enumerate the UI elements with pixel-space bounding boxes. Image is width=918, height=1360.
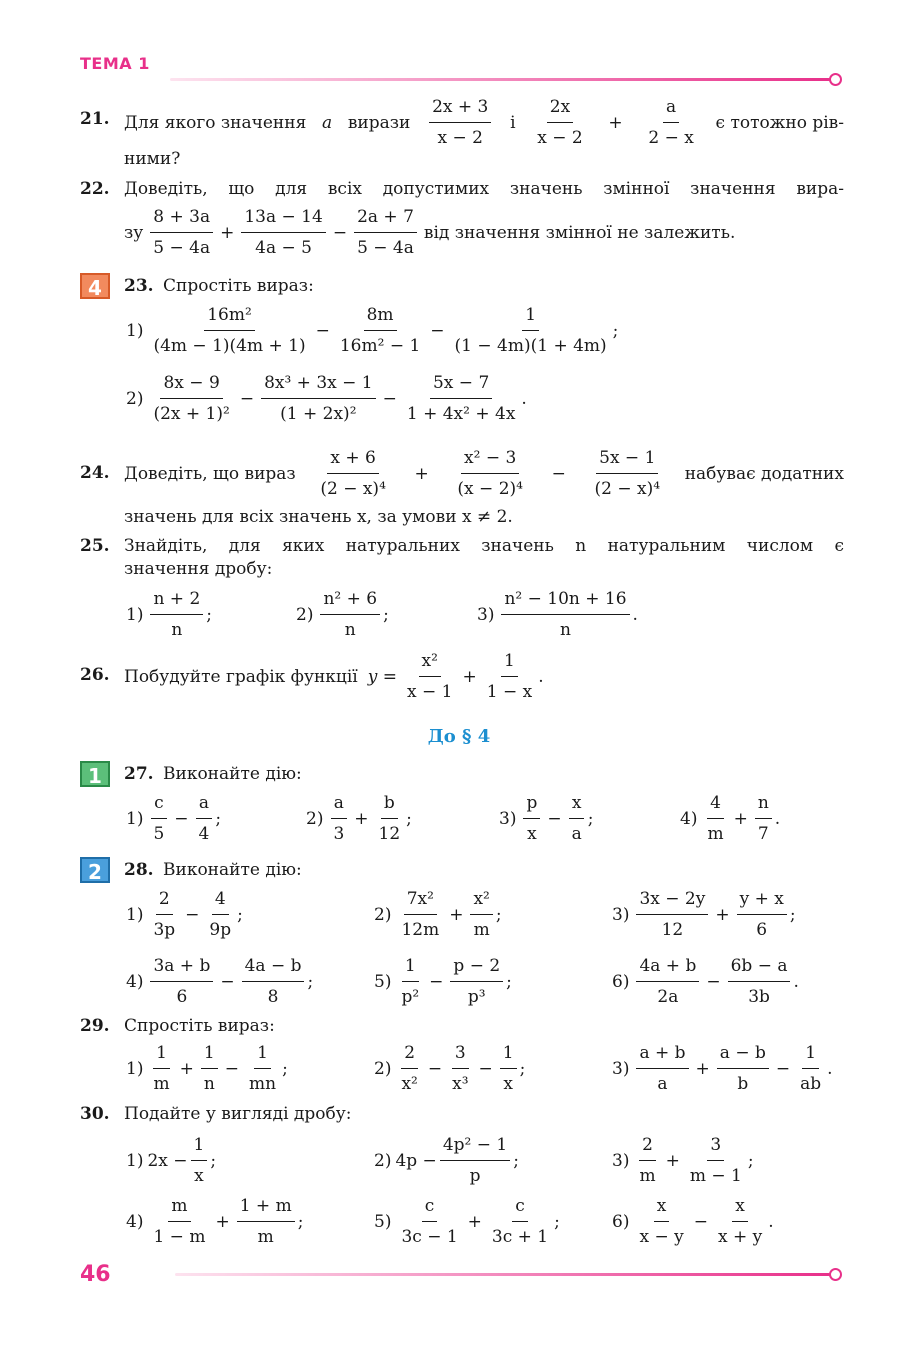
problem-30-item-1: 1) 2x − $\frac{1}{x}$ ; (126, 1132, 216, 1189)
problem-27-item-4: 4) $\frac{4}{m}$ + $\frac{n}{7}$ . (680, 790, 780, 847)
fraction: $\frac{5x - 7}{\text{1 + 4x² + 4x}}$ (404, 370, 519, 427)
fraction: $\frac{n + 2}{n}$ (150, 586, 203, 643)
fraction: $\frac{c}{3c + 1}$ (489, 1193, 551, 1250)
fraction: $\frac{3}{\text{x³}}$ (449, 1040, 471, 1097)
problem-28-item-1: 1) $\frac{2}{3p}$ − $\frac{4}{9p}$ ; (126, 886, 243, 943)
level-2-badge: 2 (80, 857, 110, 883)
fraction: $\frac{x}{x + y}$ (715, 1193, 765, 1250)
problem-27-number: 27. (124, 764, 154, 784)
fraction: $\frac{m}{1 - m}$ (150, 1193, 208, 1250)
fraction: $\frac{3x - 2y}{12}$ (636, 886, 708, 943)
problem-21-text-a: Для якого значення (124, 112, 307, 133)
fraction: $\frac{a + b}{a}$ (636, 1040, 688, 1097)
fraction: $\frac{2x}{x - 2}$ (534, 94, 585, 151)
fraction: $\frac{x}{a}$ (569, 790, 585, 847)
problem-24-line1: Доведіть, що вираз $\frac{x + 6}{\text{(2 − x)⁴}}$ + $\frac{\text{x² − 3}}{\text{(x − 2)⁴}}$ − $\frac{5x - 1}{\text{(2 − x)⁴}}$ набуває додатних (124, 445, 844, 502)
problem-25-line2: значення дробу: (124, 559, 273, 579)
fraction: $\frac{1}{n}$ (201, 1040, 218, 1097)
fraction: $\frac{4a - b}{8}$ (242, 953, 305, 1010)
problem-28-item-2: 2) $\frac{\text{7x²}}{12m}$ + $\frac{\text{x²}}{m}$ ; (374, 886, 502, 943)
problem-28-item-3: 3) $\frac{3x - 2y}{12}$ + $\frac{y + x}{6}$ ; (612, 886, 796, 943)
level-4-badge: 4 (80, 273, 110, 299)
problem-28-item-4: 4) $\frac{3a + b}{6}$ − $\frac{4a - b}{8}$ ; (126, 953, 313, 1010)
fraction: $\frac{8 + 3a}{5 - 4a}$ (150, 204, 213, 261)
problem-30-item-3: 3) $\frac{2}{m}$ + $\frac{3}{m - 1}$ ; (612, 1132, 754, 1189)
fraction: $\frac{2}{m}$ (636, 1132, 658, 1189)
fraction: $\frac{p}{x}$ (523, 790, 540, 847)
problem-25-number: 25. (80, 536, 110, 556)
problem-21-var-a: a (322, 112, 333, 133)
fraction: $\frac{\text{16m²}}{(4m - 1)(4m + 1)}$ (150, 302, 308, 359)
fraction: $\frac{8m}{\text{16m² − 1}}$ (337, 302, 423, 359)
problem-26-number: 26. (80, 665, 110, 685)
fraction: $\frac{a}{2 - x}$ (645, 94, 696, 151)
problem-30-item-6: 6) $\frac{x}{x - y}$ − $\frac{x}{x + y}$ . (612, 1193, 774, 1250)
problem-26-line: Побудуйте графік функції y = $\frac{\text{x²}}{x - 1}$ + $\frac{1}{1 - x}$ . (124, 648, 544, 705)
problem-28-item-6: 6) $\frac{4a + b}{2a}$ − $\frac{6b - a}{3b}$ . (612, 953, 799, 1010)
problem-29-text: Спростіть вираз: (124, 1016, 275, 1036)
fraction: $\frac{1 + m}{m}$ (237, 1193, 295, 1250)
fraction: $\frac{n}{7}$ (755, 790, 772, 847)
problem-25-item-2: 2) $\frac{\text{n² + 6}}{n}$ ; (296, 586, 389, 643)
fraction: $\frac{\text{8x³ + 3x − 1}}{\text{(1 + 2x)²}}$ (261, 370, 376, 427)
problem-28-item-5: 5) $\frac{1}{\text{p²}}$ − $\frac{p - 2}{\text{p³}}$ ; (374, 953, 512, 1010)
fraction: $\frac{b}{12}$ (376, 790, 404, 847)
problem-22-line1: Доведіть, що для всіх допустимих значень змінної значення вира- (124, 179, 844, 199)
problem-29-number: 29. (80, 1016, 110, 1036)
fraction: $\frac{1}{1 - x}$ (484, 648, 535, 705)
fraction: $\frac{\text{4p² − 1}}{p}$ (440, 1132, 510, 1189)
section-heading: До § 4 (427, 726, 491, 747)
problem-25-item-1: 1) $\frac{n + 2}{n}$ ; (126, 586, 212, 643)
fraction: $\frac{x}{x - y}$ (636, 1193, 686, 1250)
problem-27-item-3: 3) $\frac{p}{x}$ − $\frac{x}{a}$ ; (499, 790, 593, 847)
problem-29-item-3: 3) $\frac{a + b}{a}$ + $\frac{a - b}{b}$ − $\frac{1}{ab}$ . (612, 1040, 833, 1097)
fraction: $\frac{1}{\text{p²}}$ (398, 953, 422, 1010)
problem-27-item-2: 2) $\frac{a}{3}$ + $\frac{b}{12}$ ; (306, 790, 412, 847)
topic-label: ТЕМА 1 (80, 54, 150, 73)
fraction: $\frac{3}{m - 1}$ (687, 1132, 745, 1189)
problem-30-item-2: 2) 4p − $\frac{\text{4p² − 1}}{p}$ ; (374, 1132, 519, 1189)
fraction: $\frac{5x - 1}{\text{(2 − x)⁴}}$ (592, 445, 664, 502)
fraction: $\frac{2}{\text{x²}}$ (398, 1040, 420, 1097)
fraction: $\frac{1}{mn}$ (246, 1040, 279, 1097)
problem-22-number: 22. (80, 179, 110, 199)
problem-30-number: 30. (80, 1104, 110, 1124)
level-1-badge: 1 (80, 761, 110, 787)
fraction: $\frac{2x + 3}{x - 2}$ (429, 94, 491, 151)
fraction: $\frac{2}{3p}$ (150, 886, 178, 943)
fraction: $\frac{a - b}{b}$ (717, 1040, 769, 1097)
problem-27-item-1: 1) $\frac{c}{5}$ − $\frac{a}{4}$ ; (126, 790, 221, 847)
fraction: $\frac{\text{7x²}}{12m}$ (398, 886, 442, 943)
fraction: $\frac{\text{x²}}{x - 1}$ (404, 648, 455, 705)
fraction: $\frac{\text{n² + 6}}{n}$ (320, 586, 380, 643)
problem-24-text-a: Доведіть, що вираз (124, 463, 296, 484)
fraction: $\frac{4}{m}$ (704, 790, 726, 847)
fraction: $\frac{2a + 7}{5 - 4a}$ (354, 204, 417, 261)
fraction: $\frac{3a + b}{6}$ (150, 953, 213, 1010)
fraction: $\frac{\text{x² − 3}}{\text{(x − 2)⁴}}$ (454, 445, 526, 502)
fraction: $\frac{c}{5}$ (150, 790, 167, 847)
header-rule (170, 78, 830, 81)
problem-30-item-4: 4) $\frac{m}{1 - m}$ + $\frac{1 + m}{m}$ ; (126, 1193, 303, 1250)
footer-rule (175, 1273, 830, 1276)
problem-21-text-c: є тотожно рів- (715, 112, 844, 133)
problem-21-line1: Для якого значення a вирази $\frac{2x + 3}{x - 2}$ і $\frac{2x}{x - 2}$ + $\frac{a}{2 - x}$ є тотожно рів- (124, 94, 844, 151)
header-rule-dot (829, 73, 842, 86)
fraction: $\frac{4a + b}{2a}$ (636, 953, 699, 1010)
problem-21-number: 21. (80, 109, 110, 129)
fraction: $\frac{\text{x²}}{m}$ (470, 886, 492, 943)
fraction: $\frac{1}{x}$ (500, 1040, 517, 1097)
problem-26-y: y = (367, 666, 397, 687)
fraction: $\frac{\text{n² − 10n + 16}}{n}$ (501, 586, 629, 643)
fraction: $\frac{1}{(1 - 4m)(1 + 4m)}$ (452, 302, 610, 359)
problem-25-line1: Знайдіть, для яких натуральних значень n натуральним числом є (124, 536, 844, 556)
problem-27-text: Виконайте дію: (163, 764, 302, 784)
problem-30-text: Подайте у вигляді дробу: (124, 1104, 352, 1124)
fraction: $\frac{p - 2}{\text{p³}}$ (450, 953, 503, 1010)
problem-23-item-1: 1) $\frac{\text{16m²}}{(4m - 1)(4m + 1)}$ − $\frac{8m}{\text{16m² − 1}}$ − $\frac{1}{(1 - 4m)(1 + 4m)}$ ; (126, 302, 618, 359)
page-number: 46 (80, 1262, 111, 1287)
fraction: $\frac{1}{x}$ (191, 1132, 208, 1189)
problem-28-text: Виконайте дію: (163, 860, 302, 880)
problem-21-and: і (510, 112, 516, 133)
fraction: $\frac{13a - 14}{4a - 5}$ (241, 204, 325, 261)
fraction: $\frac{1}{ab}$ (797, 1040, 824, 1097)
problem-29-item-2: 2) $\frac{2}{\text{x²}}$ − $\frac{3}{\text{x³}}$ − $\frac{1}{x}$ ; (374, 1040, 525, 1097)
problem-21-text-b: вирази (347, 112, 411, 133)
fraction: $\frac{8x - 9}{\text{(2x + 1)²}}$ (150, 370, 232, 427)
problem-24-text-b: набуває додатних (684, 463, 844, 484)
problem-23-item-2: 2) $\frac{8x - 9}{\text{(2x + 1)²}}$ − $\frac{\text{8x³ + 3x − 1}}{\text{(1 + 2x)²}}$ − $\frac{5x - 7}{\text{1 + 4x² + 4x}}$ . (126, 370, 527, 427)
fraction: $\frac{4}{9p}$ (206, 886, 234, 943)
fraction: $\frac{c}{3c - 1}$ (398, 1193, 460, 1250)
fraction: $\frac{a}{3}$ (330, 790, 347, 847)
problem-25-item-3: 3) $\frac{\text{n² − 10n + 16}}{n}$ . (477, 586, 638, 643)
problem-22-zu: зу (124, 222, 144, 243)
problem-23-number: 23. (124, 276, 154, 296)
fraction: $\frac{a}{4}$ (196, 790, 213, 847)
fraction: $\frac{6b - a}{3b}$ (728, 953, 791, 1010)
problem-22-tail: від значення змінної не залежить. (423, 222, 736, 243)
problem-24-number: 24. (80, 463, 110, 483)
problem-26-text: Побудуйте графік функції (124, 666, 358, 687)
problem-29-item-1: 1) $\frac{1}{m}$ + $\frac{1}{n}$ − $\frac{1}{mn}$ ; (126, 1040, 288, 1097)
fraction: $\frac{y + x}{6}$ (737, 886, 787, 943)
problem-23-text: Спростіть вираз: (163, 276, 314, 296)
problem-24-line2: значень для всіх значень x, за умови x ≠ 2. (124, 507, 513, 527)
fraction: $\frac{x + 6}{\text{(2 − x)⁴}}$ (317, 445, 389, 502)
fraction: $\frac{1}{m}$ (150, 1040, 172, 1097)
problem-28-number: 28. (124, 860, 154, 880)
problem-30-item-5: 5) $\frac{c}{3c - 1}$ + $\frac{c}{3c + 1}$ ; (374, 1193, 560, 1250)
problem-21-continuation: ними? (124, 149, 181, 169)
footer-rule-dot (829, 1268, 842, 1281)
problem-22-line2: зу $\frac{8 + 3a}{5 - 4a}$ + $\frac{13a - 14}{4a - 5}$ − $\frac{2a + 7}{5 - 4a}$ від значення змінної не залежить. (124, 204, 735, 261)
